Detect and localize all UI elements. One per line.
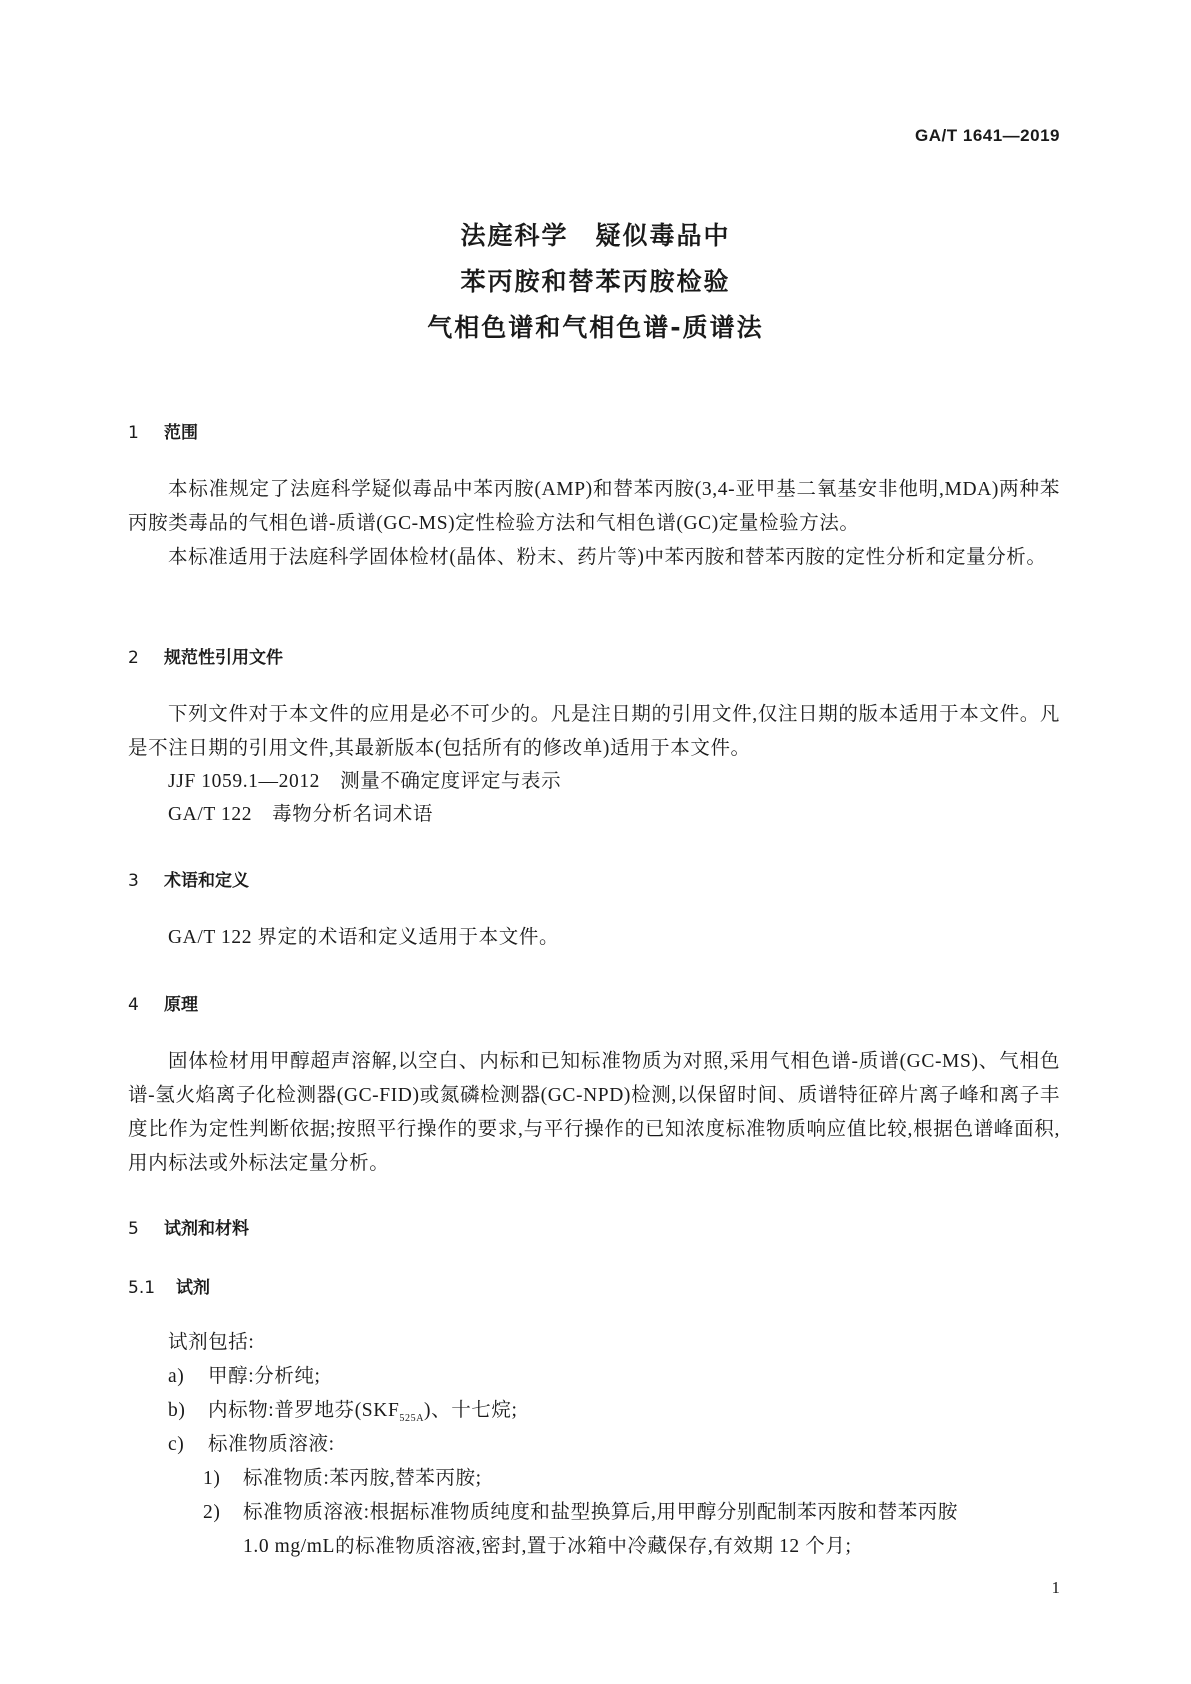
section-number: 5.1 [128,1278,156,1298]
list-label: a) [168,1366,185,1387]
section-number: 5 [128,1219,139,1239]
section-3-heading [128,866,249,891]
list-text: 标准物质:苯丙胺,替苯丙胺; [243,1468,482,1489]
list-text: 标准物质溶液: [208,1434,335,1455]
list-intro: 试剂包括: [168,1332,255,1353]
document-title-line-2: 苯丙胺和替苯丙胺检验 [460,267,731,296]
paragraph: 本标准适用于法庭科学固体检材(晶体、粉末、药片等)中苯丙胺和替苯丙胺的定性分析和定量分析。 [168,547,1047,568]
section-number: 4 [128,995,139,1015]
paragraph: GA/T 122 界定的术语和定义适用于本文件。 [168,927,560,948]
sub-list-item [203,1496,1060,1564]
subscript: 525A [399,1412,425,1424]
list-text: 标准物质溶液:根据标准物质纯度和盐型换算后,用甲醇分别配制苯丙胺和替苯丙胺 [243,1502,958,1523]
section-number: 1 [128,423,139,443]
paragraph: 本标准规定了法庭科学疑似毒品中苯丙胺(AMP)和替苯丙胺(3,4-亚甲基二氧基安非他明,MDA)两种苯丙胺类毒品的气相色谱-质谱(GC-MS)定性检验方法和气相色谱(GC)定量检验方法。 [128,479,1060,534]
paragraph: 固体检材用甲醇超声溶解,以空白、内标和已知标准物质为对照,采用气相色谱-质谱(GC-MS)、气相色谱-氢火焰离子化检测器(GC-FID)或氮磷检测器(GC-NPD)检测,以保留时间、质谱特征碎片离子峰和离子丰度比作为定性判断依据;按照平行操作的要求,与平行操作的已知浓度标准物质响应值比较,根据色谱峰面积,用内标法或外标法定量分析。 [128,1051,1060,1174]
section-title: 术语和定义 [164,871,249,891]
paragraph: 下列文件对于本文件的应用是必不可少的。凡是注日期的引用文件,仅注日期的版本适用于本文件。凡是不注日期的引用文件,其最新版本(包括所有的修改单)适用于本文件。 [128,704,1060,759]
section-2-heading [128,643,283,668]
section-5-heading [128,1214,249,1239]
list-label: c) [168,1434,185,1455]
list-label: b) [168,1400,186,1421]
section-title: 试剂 [176,1278,210,1298]
section-title: 规范性引用文件 [164,648,283,668]
section-number: 2 [128,648,139,668]
normative-reference: JJF 1059.1—2012 测量不确定度评定与表示 [168,771,562,792]
section-4-heading [128,990,198,1015]
sub-list-item [203,1462,1060,1496]
normative-reference: GA/T 122 毒物分析名词术语 [168,804,433,825]
list-text: )、十七烷; [424,1400,518,1421]
section-5-1-heading [128,1273,210,1298]
section-title: 原理 [164,995,198,1015]
section-number: 3 [128,871,139,891]
standard-number: GA/T 1641—2019 [915,126,1060,145]
list-text-continuation: 1.0 mg/mL的标准物质溶液,密封,置于冰箱中冷藏保存,有效期 12 个月; [243,1536,852,1557]
list-label: 2) [203,1502,221,1523]
section-title: 试剂和材料 [164,1219,249,1239]
list-item [168,1428,335,1462]
section-1-heading [128,418,198,443]
document-title-line-1: 法庭科学 疑似毒品中 [460,221,731,250]
list-label: 1) [203,1468,221,1489]
list-text: 甲醇:分析纯; [208,1366,321,1387]
document-title-line-3: 气相色谱和气相色谱-质谱法 [427,313,764,342]
list-item [168,1360,321,1394]
section-title: 范围 [164,423,198,443]
list-text: 内标物:普罗地芬(SKF [208,1400,400,1421]
page-number: 1 [1051,1578,1060,1597]
